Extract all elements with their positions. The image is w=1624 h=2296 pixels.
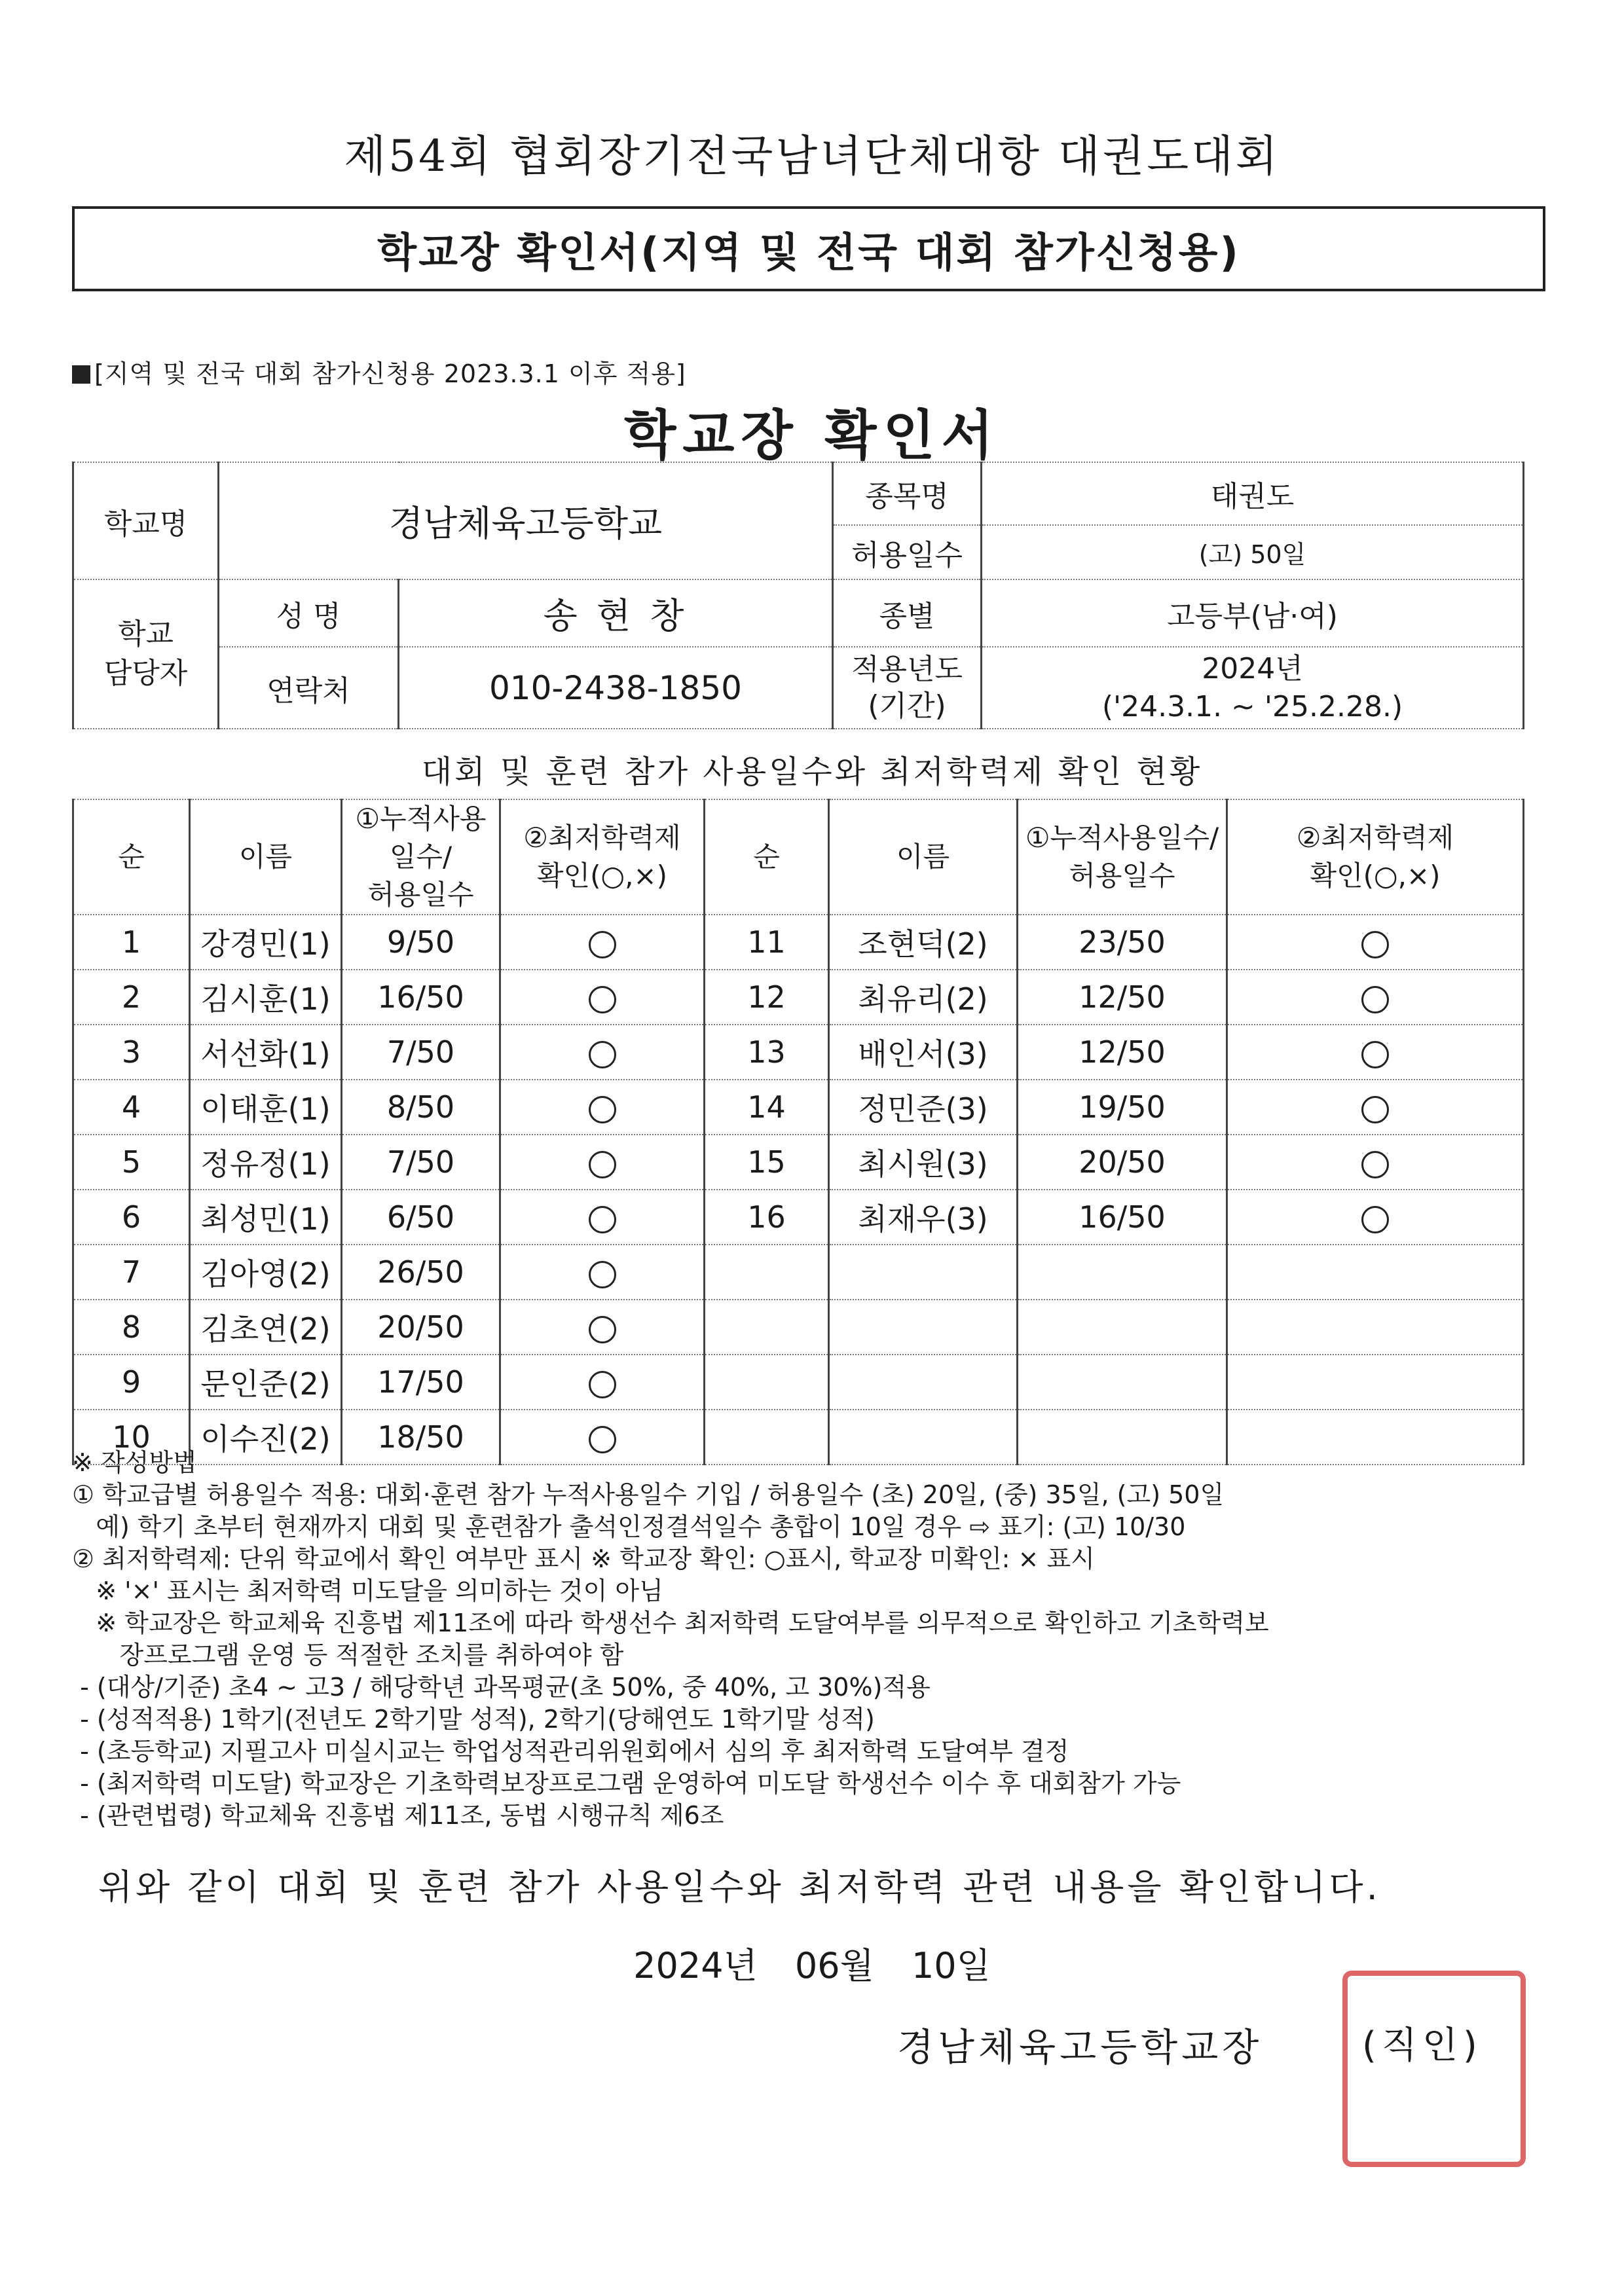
seal-label: (직인) — [1362, 2024, 1483, 2067]
cell-check — [500, 1190, 705, 1245]
table-row — [73, 1245, 1524, 1300]
cell-name: 정유정(1) — [190, 1135, 342, 1190]
cell-check — [1227, 1025, 1524, 1080]
cell-check — [500, 1355, 705, 1410]
circle-mark-icon — [1361, 1096, 1389, 1123]
circle-mark-icon — [589, 1261, 616, 1288]
cell-check — [500, 1300, 705, 1355]
cell-days: 12/50 — [1018, 1025, 1227, 1080]
note-line: ① 학교급별 허용일수 적용: 대회·훈련 참가 누적사용일수 기입 / 허용일수 (초) 20일, (중) 35일, (고) 50일 — [72, 1480, 1225, 1509]
status-title: 대회 및 훈련 참가 사용일수와 최저학력제 확인 현황 — [421, 754, 1203, 790]
note-line: ② 최저학력제: 단위 학교에서 확인 여부만 표시 ※ 학교장 확인: ○표시, 학교장 미확인: × 표시 — [72, 1544, 1095, 1573]
cell-no: 11 — [705, 915, 829, 970]
header-days: ①누적사용일수/ 허용일수 — [342, 799, 500, 915]
cell-check — [500, 1245, 705, 1300]
cell-days: 19/50 — [1018, 1080, 1227, 1135]
cell-name — [829, 1355, 1018, 1410]
cell-name: 최유리(2) — [829, 970, 1018, 1025]
cell-name: 문인준(2) — [190, 1355, 342, 1410]
cell-days: 12/50 — [1018, 970, 1227, 1025]
form-label — [72, 354, 686, 390]
manager-label: 학교 담당자 — [73, 579, 219, 729]
sport-value: 태권도 — [982, 462, 1524, 525]
period-value: ('24.3.1. ~ '25.2.28.) — [1101, 689, 1403, 723]
cell-check — [1227, 1135, 1524, 1190]
cell-name: 강경민(1) — [190, 915, 342, 970]
cell-days: 16/50 — [1018, 1190, 1227, 1245]
cell-name: 배인서(3) — [829, 1025, 1018, 1080]
cell-check — [500, 1080, 705, 1135]
contact-value: 010-2438-1850 — [399, 647, 833, 729]
cell-days — [1018, 1300, 1227, 1355]
note-line: - (초등학교) 지필고사 미실시교는 학업성적관리위원회에서 심의 후 최저학력 도달여부 결정 — [72, 1737, 1069, 1766]
cell-days: 7/50 — [342, 1135, 500, 1190]
manager-name: 송 현 창 — [399, 579, 833, 647]
note-line: - (관련법령) 학교체육 진흥법 제11조, 동법 시행규칙 제6조 — [72, 1801, 724, 1830]
header-no: 순 — [705, 799, 829, 915]
header-check: ②최저학력제 확인(○,×) — [500, 799, 705, 915]
cell-name: 이태훈(1) — [190, 1080, 342, 1135]
cell-no: 13 — [705, 1025, 829, 1080]
cell-days: 16/50 — [342, 970, 500, 1025]
event-title: 제54회 협회장기전국남녀단체대항 대권도대회 — [344, 131, 1280, 181]
cell-name: 김아영(2) — [190, 1245, 342, 1300]
circle-mark-icon — [589, 931, 616, 958]
cell-days: 20/50 — [1018, 1135, 1227, 1190]
cell-days: 7/50 — [342, 1025, 500, 1080]
cell-days — [1018, 1355, 1227, 1410]
cell-no: 7 — [73, 1245, 190, 1300]
circle-mark-icon — [1361, 986, 1389, 1013]
cell-check — [1227, 915, 1524, 970]
cell-no: 14 — [705, 1080, 829, 1135]
circle-mark-icon — [589, 986, 616, 1013]
circle-mark-icon — [589, 1096, 616, 1123]
square-bullet-icon — [72, 365, 90, 384]
official-seal-stamp — [1342, 1971, 1526, 2167]
cell-check — [1227, 1300, 1524, 1355]
cell-days: 20/50 — [342, 1300, 500, 1355]
school-name: 경남체육고등학교 — [219, 462, 833, 579]
cell-no: 6 — [73, 1190, 190, 1245]
cell-name: 최시원(3) — [829, 1135, 1018, 1190]
cell-no: 8 — [73, 1300, 190, 1355]
circle-mark-icon — [1361, 931, 1389, 958]
cell-name: 최재우(3) — [829, 1190, 1018, 1245]
cell-days: 8/50 — [342, 1080, 500, 1135]
document-title: 학교장 확인서 — [624, 405, 1000, 467]
cell-no: 9 — [73, 1355, 190, 1410]
header-name: 이름 — [190, 799, 342, 915]
principal-name: 경남체육고등학교장 — [897, 2025, 1263, 2069]
cell-no: 10 — [73, 1410, 190, 1465]
cell-days: 9/50 — [342, 915, 500, 970]
cell-check — [1227, 1080, 1524, 1135]
cell-days: 17/50 — [342, 1355, 500, 1410]
header-no: 순 — [73, 799, 190, 915]
circle-mark-icon — [589, 1371, 616, 1398]
circle-mark-icon — [589, 1206, 616, 1233]
contact-label: 연락처 — [219, 647, 399, 729]
note-line: ※ 작성방법 — [72, 1448, 197, 1477]
note-line: 장프로그램 운영 등 적절한 조치를 취하여야 함 — [72, 1641, 624, 1669]
circle-mark-icon — [1361, 1151, 1389, 1178]
header-check: ②최저학력제 확인(○,×) — [1227, 799, 1524, 915]
cell-name: 서선화(1) — [190, 1025, 342, 1080]
header-days: ①누적사용일수/ 허용일수 — [1018, 799, 1227, 915]
name-label: 성 명 — [219, 579, 399, 647]
cell-no: 3 — [73, 1025, 190, 1080]
cell-check — [1227, 970, 1524, 1025]
cell-days — [1018, 1245, 1227, 1300]
cell-name: 조현덕(2) — [829, 915, 1018, 970]
cell-name: 김초연(2) — [190, 1300, 342, 1355]
sport-label: 종목명 — [833, 462, 982, 525]
table-row — [73, 915, 1524, 970]
cell-no: 2 — [73, 970, 190, 1025]
cell-no — [705, 1300, 829, 1355]
cell-name — [829, 1300, 1018, 1355]
cell-days: 18/50 — [342, 1410, 500, 1465]
category-value: 고등부(남·여) — [982, 579, 1524, 647]
cell-no: 16 — [705, 1190, 829, 1245]
year-value: 2024년 — [1202, 651, 1303, 685]
cell-check — [1227, 1245, 1524, 1300]
school-label: 학교명 — [73, 462, 219, 579]
note-line: ※ 학교장은 학교체육 진흥법 제11조에 따라 학생선수 최저학력 도달여부를 의무적으로 확인하고 기초학력보 — [72, 1609, 1269, 1637]
cell-check — [500, 1135, 705, 1190]
cell-check — [1227, 1355, 1524, 1410]
allowed-days-value: (고) 50일 — [982, 525, 1524, 579]
note-line: ※ '×' 표시는 최저학력 미도달을 의미하는 것이 아님 — [72, 1576, 663, 1605]
cell-no — [705, 1355, 829, 1410]
cell-name: 이수진(2) — [190, 1410, 342, 1465]
cell-no: 5 — [73, 1135, 190, 1190]
note-line: - (성적적용) 1학기(전년도 2학기말 성적), 2학기(당해연도 1학기말 성적) — [72, 1705, 875, 1734]
roster-table — [72, 799, 1524, 1465]
table-row — [73, 1190, 1524, 1245]
confirmation-text: 위와 같이 대회 및 훈련 참가 사용일수와 최저학력 관련 내용을 확인합니다. — [98, 1867, 1381, 1908]
cell-days: 6/50 — [342, 1190, 500, 1245]
note-line: - (최저학력 미도달) 학교장은 기초학력보장프로그램 운영하여 미도달 학생선수 이수 후 대회참가 가능 — [72, 1769, 1181, 1798]
circle-mark-icon — [1361, 1041, 1389, 1068]
cell-name: 정민준(3) — [829, 1080, 1018, 1135]
cell-check — [500, 915, 705, 970]
cell-no: 1 — [73, 915, 190, 970]
note-line: - (대상/기준) 초4 ~ 고3 / 해당학년 과목평균(초 50%, 중 40%, 고 30%)적용 — [72, 1673, 931, 1702]
allowed-days-label: 허용일수 — [833, 525, 982, 579]
year-cell — [982, 647, 1524, 729]
date: 2024년 06월 10일 — [633, 1945, 991, 1986]
cell-no: 15 — [705, 1135, 829, 1190]
cell-days: 26/50 — [342, 1245, 500, 1300]
cell-days: 23/50 — [1018, 915, 1227, 970]
table-row — [73, 1025, 1524, 1080]
table-row — [73, 970, 1524, 1025]
category-label: 종별 — [833, 579, 982, 647]
circle-mark-icon — [589, 1151, 616, 1178]
table-row — [73, 1080, 1524, 1135]
table-row — [73, 1355, 1524, 1410]
circle-mark-icon — [589, 1041, 616, 1068]
cell-no: 12 — [705, 970, 829, 1025]
table-row — [73, 1135, 1524, 1190]
cell-name — [829, 1245, 1018, 1300]
boxed-title: 학교장 확인서(지역 및 전국 대회 참가신청용) — [72, 206, 1545, 291]
year-label: 적용년도 (기간) — [833, 647, 982, 729]
cell-check — [500, 1025, 705, 1080]
info-table — [72, 462, 1524, 729]
form-label-text: [지역 및 전국 대회 참가신청용 2023.3.1 이후 적용] — [94, 359, 686, 388]
cell-check — [1227, 1190, 1524, 1245]
cell-no: 4 — [73, 1080, 190, 1135]
table-row — [73, 1300, 1524, 1355]
circle-mark-icon — [1361, 1206, 1389, 1233]
header-name: 이름 — [829, 799, 1018, 915]
cell-name: 최성민(1) — [190, 1190, 342, 1245]
notes — [72, 1447, 1552, 1832]
circle-mark-icon — [589, 1316, 616, 1343]
cell-no — [705, 1245, 829, 1300]
note-line: 예) 학기 초부터 현재까지 대회 및 훈련참가 출석인정결석일수 총합이 10일 경우 ⇨ 표기: (고) 10/30 — [72, 1512, 1186, 1541]
cell-name: 김시훈(1) — [190, 970, 342, 1025]
cell-check — [500, 970, 705, 1025]
